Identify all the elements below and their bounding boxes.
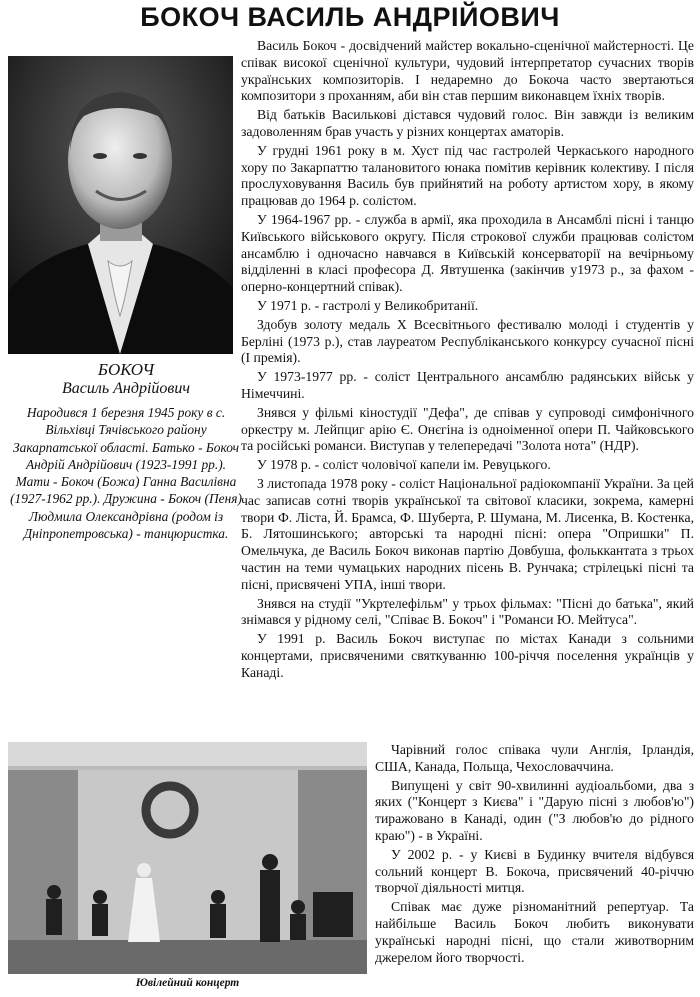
concert-illustration [8, 742, 367, 974]
portrait-photo [8, 56, 233, 354]
paragraph: Чарівний голос співака чули Англія, Ірландія, США, Канада, Польща, Чехословаччина. [375, 742, 694, 774]
right-article [375, 742, 694, 968]
concert-photo-caption: Ювілейний концерт [135, 977, 240, 989]
caption-surname: БОКОЧ [97, 360, 155, 379]
page-title: БОКОЧ ВАСИЛЬ АНДРІЙОВИЧ [140, 2, 560, 32]
paragraph: Знявся на студії "Укртелефільм" у трьох фільмах: "Пісні до батька", який знімався у рідному селі, "Співає В. Бокоч" і "Романси Ю. Мейтуса". [241, 595, 694, 628]
paragraph: У 1973-1977 рр. - соліст Центрального ансамблю радянських військ у Німеччині. [241, 369, 694, 401]
paragraph: Від батьків Василькові дістався чудовий голос. Він завжди із великим задоволенням брав участь у різних концертах аматорів. [241, 107, 694, 139]
paragraph: Знявся у фільмі кіностудії "Дефа", де співав у супроводі симфонічного оркестру м. Лейпциг арію Є. Онєгіна із одноіменної опери П. Чайковського та російські романси. Виступав у телепередачі "Золота нота" (НДР). [241, 404, 694, 454]
concert-photo [8, 742, 367, 974]
paragraph: У 1978 р. - соліст чоловічої капели ім. Ревуцького. [257, 457, 551, 473]
portrait-illustration [8, 56, 233, 354]
paragraph: Співак має дуже різноманітний репертуар. Та найбільше Василь Бокоч любить виконувати українські народні пісні, що стали животворним джерелом його творчості. [375, 899, 694, 965]
paragraph: Випущені у світ 90-хвилинні аудіоальбоми, два з яких ("Концерт з Києва" і "Дарую пісні з любов'ю") тиражовано в Канаді, один ("З любов'ю до рідного краю") - в Україні. [375, 777, 694, 843]
paragraph: З листопада 1978 року - соліст Національної радіокомпанії України. За цей час записав сотні творів української та світової класики, зокрема, камерні твори Ф. Ліста, Й. Брамса, Ф. Шуберта, Р. Шумана, М. Лисенка, В. Костенка, Б. Лятошинського; авторські та народні пісні: опера "Опришки" П. Омельчука, де Василь Бокоч виконав партію Довбуша, фольккантата з трьох частин на теми чумацьких народних пісень В. Рунчака; стрілецькі пісні та пісні, присвячені УПА, інші твори. [241, 475, 694, 592]
caption-biography: Народився 1 березня 1945 року в с. Вільхівці Тячівського району Закарпатської області. Батько - Бокоч Андрій Андрійович (1923-1991 рр.). Мати - Бокоч (Божа) Ганна Василівна (1927-1962 рр.). Дружина - Бокоч (Пеня) Людмила Олександрівна (родом із Дніпропетровська) - танцюристка. [10, 405, 242, 542]
caption-full-name: Василь Андрійович [62, 380, 190, 397]
main-article [241, 38, 694, 683]
paragraph: У 1991 р. Василь Бокоч виступає по містах Канади з сольними концертами, присвяченими святкуванню 100-річчя поселення українців у Канаді. [241, 631, 694, 680]
paragraph: Здобув золоту медаль X Всесвітнього фестивалю молоді і студентів у Берліні (1973 р.), став лауреатом Республіканського конкурсу сучасної пісні (I премія). [241, 316, 694, 366]
paragraph: У 1964-1967 рр. - служба в армії, яка проходила в Ансамблі пісні і танцю Київського військового округу. Після строкової служби працював солістом ансамблю і одночасно навчався в Київській консерваторії на вечірньому відділенні в класі професора Д. Явтушенка (закінчив у1973 р., за фахом - оперно-концертний співак). [241, 211, 694, 295]
paragraph: У 2002 р. - у Києві в Будинку вчителя відбувся сольний концерт В. Бокоча, присвячений 40-річчю творчої діяльності митця. [375, 846, 694, 896]
paragraph: Василь Бокоч - досвідчений майстер вокально-сценічної майстерності. Це співак високої сценічної культури, чудовий інтерпретатор сучасних творів українських композиторів. І недаремно до Бокоча часто звертаються композитори з проханням, аби він став першим виконавцем їхніх творів. [241, 38, 694, 104]
portrait-caption [8, 358, 244, 542]
paragraph: У грудні 1961 року в м. Хуст під час гастролей Черкаського народного хору по Закарпаттю талановитого юнака помітив керівник колективу. І після прослуховування Василь був прийнятий на роботу артистом хору, в якому працював до 1964 р. солістом. [241, 142, 694, 209]
paragraph: У 1971 р. - гастролі у Великобританії. [257, 297, 479, 313]
